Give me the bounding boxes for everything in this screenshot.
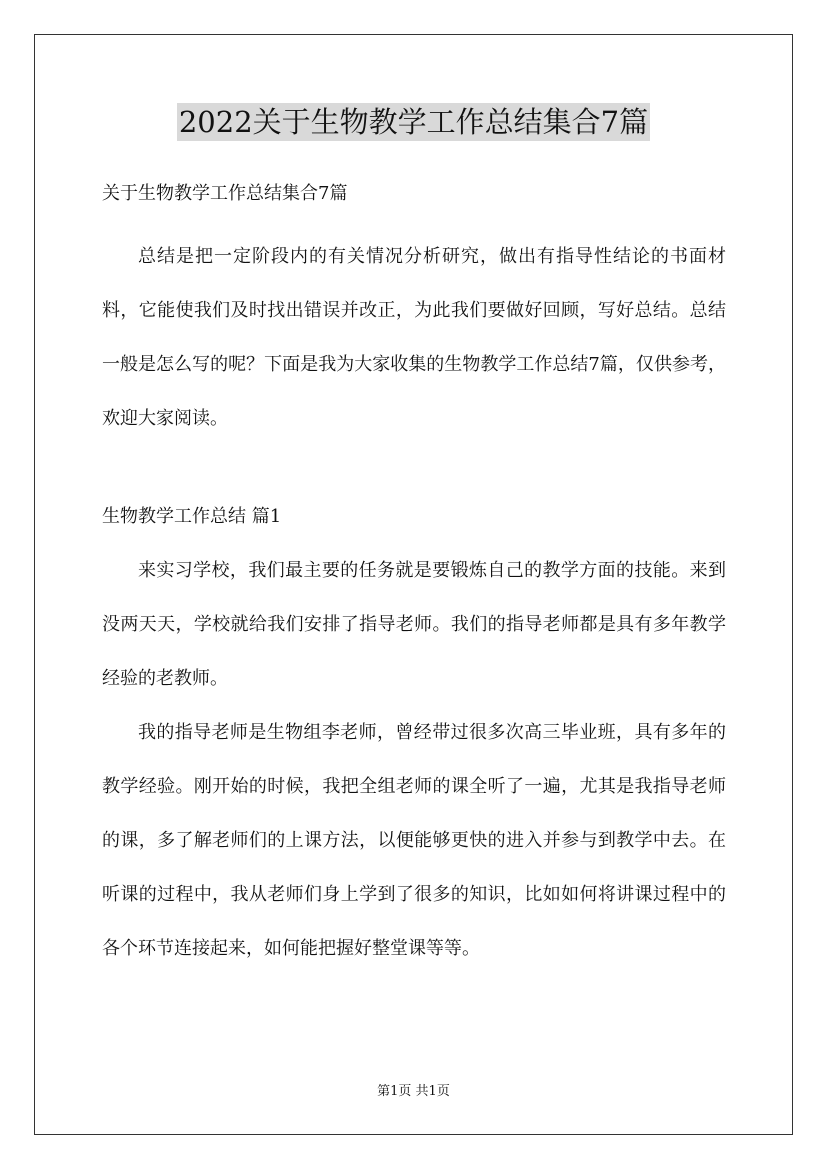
section-heading: 生物教学工作总结 篇1 bbox=[102, 506, 282, 527]
page-footer: 第1页 共1页 bbox=[377, 1084, 450, 1099]
section-paragraph-1: 来实习学校，我们最主要的任务就是要锻炼自己的教学方面的技能。来到没两天天，学校就给我们安排了指导老师。我们的指导老师都是具有多年教学经验的老教师。 bbox=[102, 560, 726, 689]
intro-paragraph: 总结是把一定阶段内的有关情况分析研究，做出有指导性结论的书面材料，它能使我们及时找出错误并改正，为此我们要做好回顾，写好总结。总结一般是怎么写的呢？下面是我为大家收集的生物教学工作总结7篇，仅供参考，欢迎大家阅读。 bbox=[102, 246, 726, 429]
title-area bbox=[0, 103, 827, 141]
document-subtitle: 关于生物教学工作总结集合7篇 bbox=[102, 183, 348, 204]
section-paragraph-2: 我的指导老师是生物组李老师，曾经带过很多次高三毕业班，具有多年的教学经验。刚开始的时候，我把全组老师的课全听了一遍，尤其是我指导老师的课，多了解老师们的上课方法，以便能够更快的进入并参与到教学中去。在听课的过程中，我从老师们身上学到了很多的知识，比如如何将讲课过程中的各个环节连接起来，如何能把握好整堂课等等。 bbox=[102, 722, 726, 959]
document-body bbox=[102, 176, 726, 976]
document-title: 2022关于生物教学工作总结集合7篇 bbox=[178, 105, 649, 139]
